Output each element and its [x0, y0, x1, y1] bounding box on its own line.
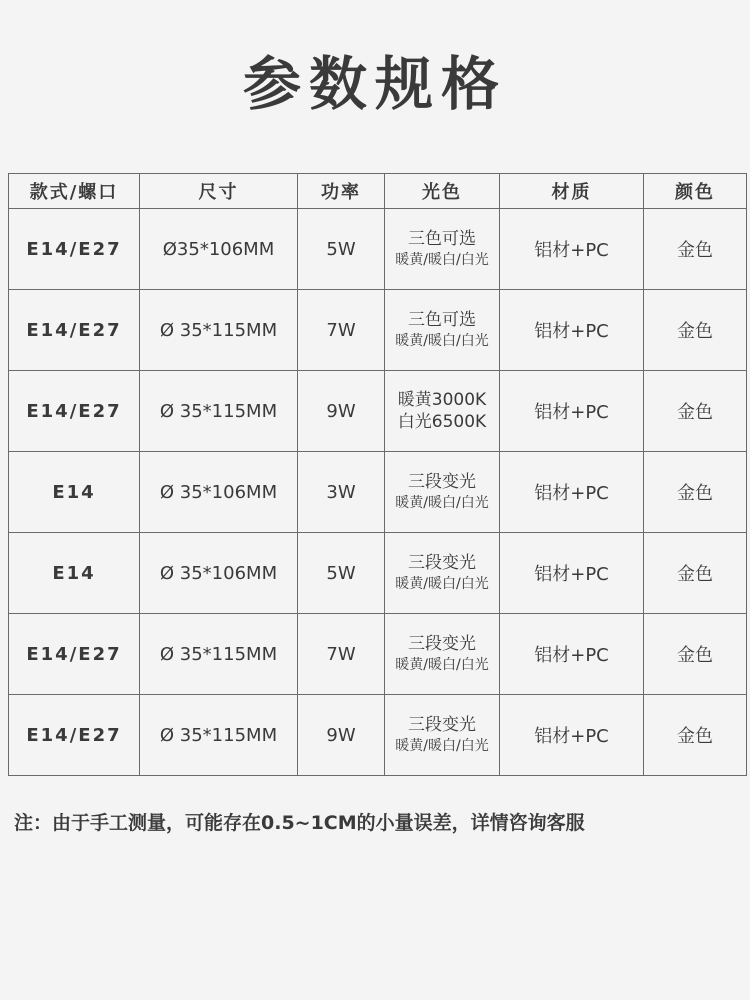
footnote: 注：由于手工测量，可能存在0.5~1CM的小量误差，详情咨询客服	[14, 812, 585, 834]
cell-light	[385, 290, 500, 371]
table-row	[9, 452, 747, 533]
cell-light	[385, 533, 500, 614]
table-row	[9, 695, 747, 776]
cell-size: Ø 35*115MM	[140, 371, 298, 452]
cell-size: Ø 35*106MM	[140, 452, 298, 533]
cell-model: E14/E27	[9, 695, 140, 776]
table-row	[9, 290, 747, 371]
cell-material: 铝材+PC	[500, 371, 644, 452]
light-sub-text: 暖黄/暖白/白光	[395, 657, 489, 673]
cell-model: E14/E27	[9, 290, 140, 371]
cell-light	[385, 371, 500, 452]
cell-material: 铝材+PC	[500, 695, 644, 776]
cell-power: 7W	[298, 290, 385, 371]
cell-size: Ø 35*115MM	[140, 614, 298, 695]
cell-model: E14	[9, 533, 140, 614]
cell-light	[385, 695, 500, 776]
cell-light	[385, 452, 500, 533]
cell-model: E14/E27	[9, 371, 140, 452]
light-sub-text: 暖黄/暖白/白光	[395, 738, 489, 754]
cell-color: 金色	[644, 533, 747, 614]
light-sub-text: 暖黄/暖白/白光	[395, 576, 489, 592]
cell-power: 7W	[298, 614, 385, 695]
cell-color: 金色	[644, 614, 747, 695]
cell-color: 金色	[644, 371, 747, 452]
cell-model: E14	[9, 452, 140, 533]
header-color: 颜色	[644, 174, 747, 209]
cell-power: 9W	[298, 695, 385, 776]
light-sub-text: 暖黄/暖白/白光	[395, 333, 489, 349]
light-main-text: 三色可选	[408, 229, 476, 249]
light-main-text: 三段变光	[408, 472, 476, 492]
page-title: 参数规格	[242, 50, 507, 118]
cell-model: E14/E27	[9, 614, 140, 695]
header-size: 尺寸	[140, 174, 298, 209]
cell-color: 金色	[644, 695, 747, 776]
cell-power: 9W	[298, 371, 385, 452]
cell-power: 5W	[298, 533, 385, 614]
cell-power: 5W	[298, 209, 385, 290]
cell-material: 铝材+PC	[500, 533, 644, 614]
cell-color: 金色	[644, 452, 747, 533]
light-sub-text: 暖黄/暖白/白光	[395, 495, 489, 511]
table-header-row	[9, 174, 747, 209]
light-sub-text: 暖黄/暖白/白光	[395, 252, 489, 268]
cell-model: E14/E27	[9, 209, 140, 290]
light-main-text: 三色可选	[408, 310, 476, 330]
cell-color: 金色	[644, 290, 747, 371]
cell-size: Ø 35*115MM	[140, 695, 298, 776]
header-power: 功率	[298, 174, 385, 209]
light-main-text: 三段变光	[408, 634, 476, 654]
cell-material: 铝材+PC	[500, 209, 644, 290]
header-material: 材质	[500, 174, 644, 209]
light-main-text: 三段变光	[408, 715, 476, 735]
table-row	[9, 614, 747, 695]
header-model: 款式/螺口	[9, 174, 140, 209]
cell-material: 铝材+PC	[500, 452, 644, 533]
cell-light	[385, 614, 500, 695]
light-sub-text: 白光6500K	[397, 412, 487, 432]
table-row	[9, 533, 747, 614]
cell-size: Ø35*106MM	[140, 209, 298, 290]
light-main-text: 三段变光	[408, 553, 476, 573]
light-main-text: 暖黄3000K	[397, 390, 487, 410]
cell-material: 铝材+PC	[500, 290, 644, 371]
cell-light	[385, 209, 500, 290]
cell-power: 3W	[298, 452, 385, 533]
cell-size: Ø 35*115MM	[140, 290, 298, 371]
cell-size: Ø 35*106MM	[140, 533, 298, 614]
spec-table	[8, 173, 747, 776]
header-light: 光色	[385, 174, 500, 209]
cell-color: 金色	[644, 209, 747, 290]
cell-material: 铝材+PC	[500, 614, 644, 695]
table-row	[9, 371, 747, 452]
table-row	[9, 209, 747, 290]
